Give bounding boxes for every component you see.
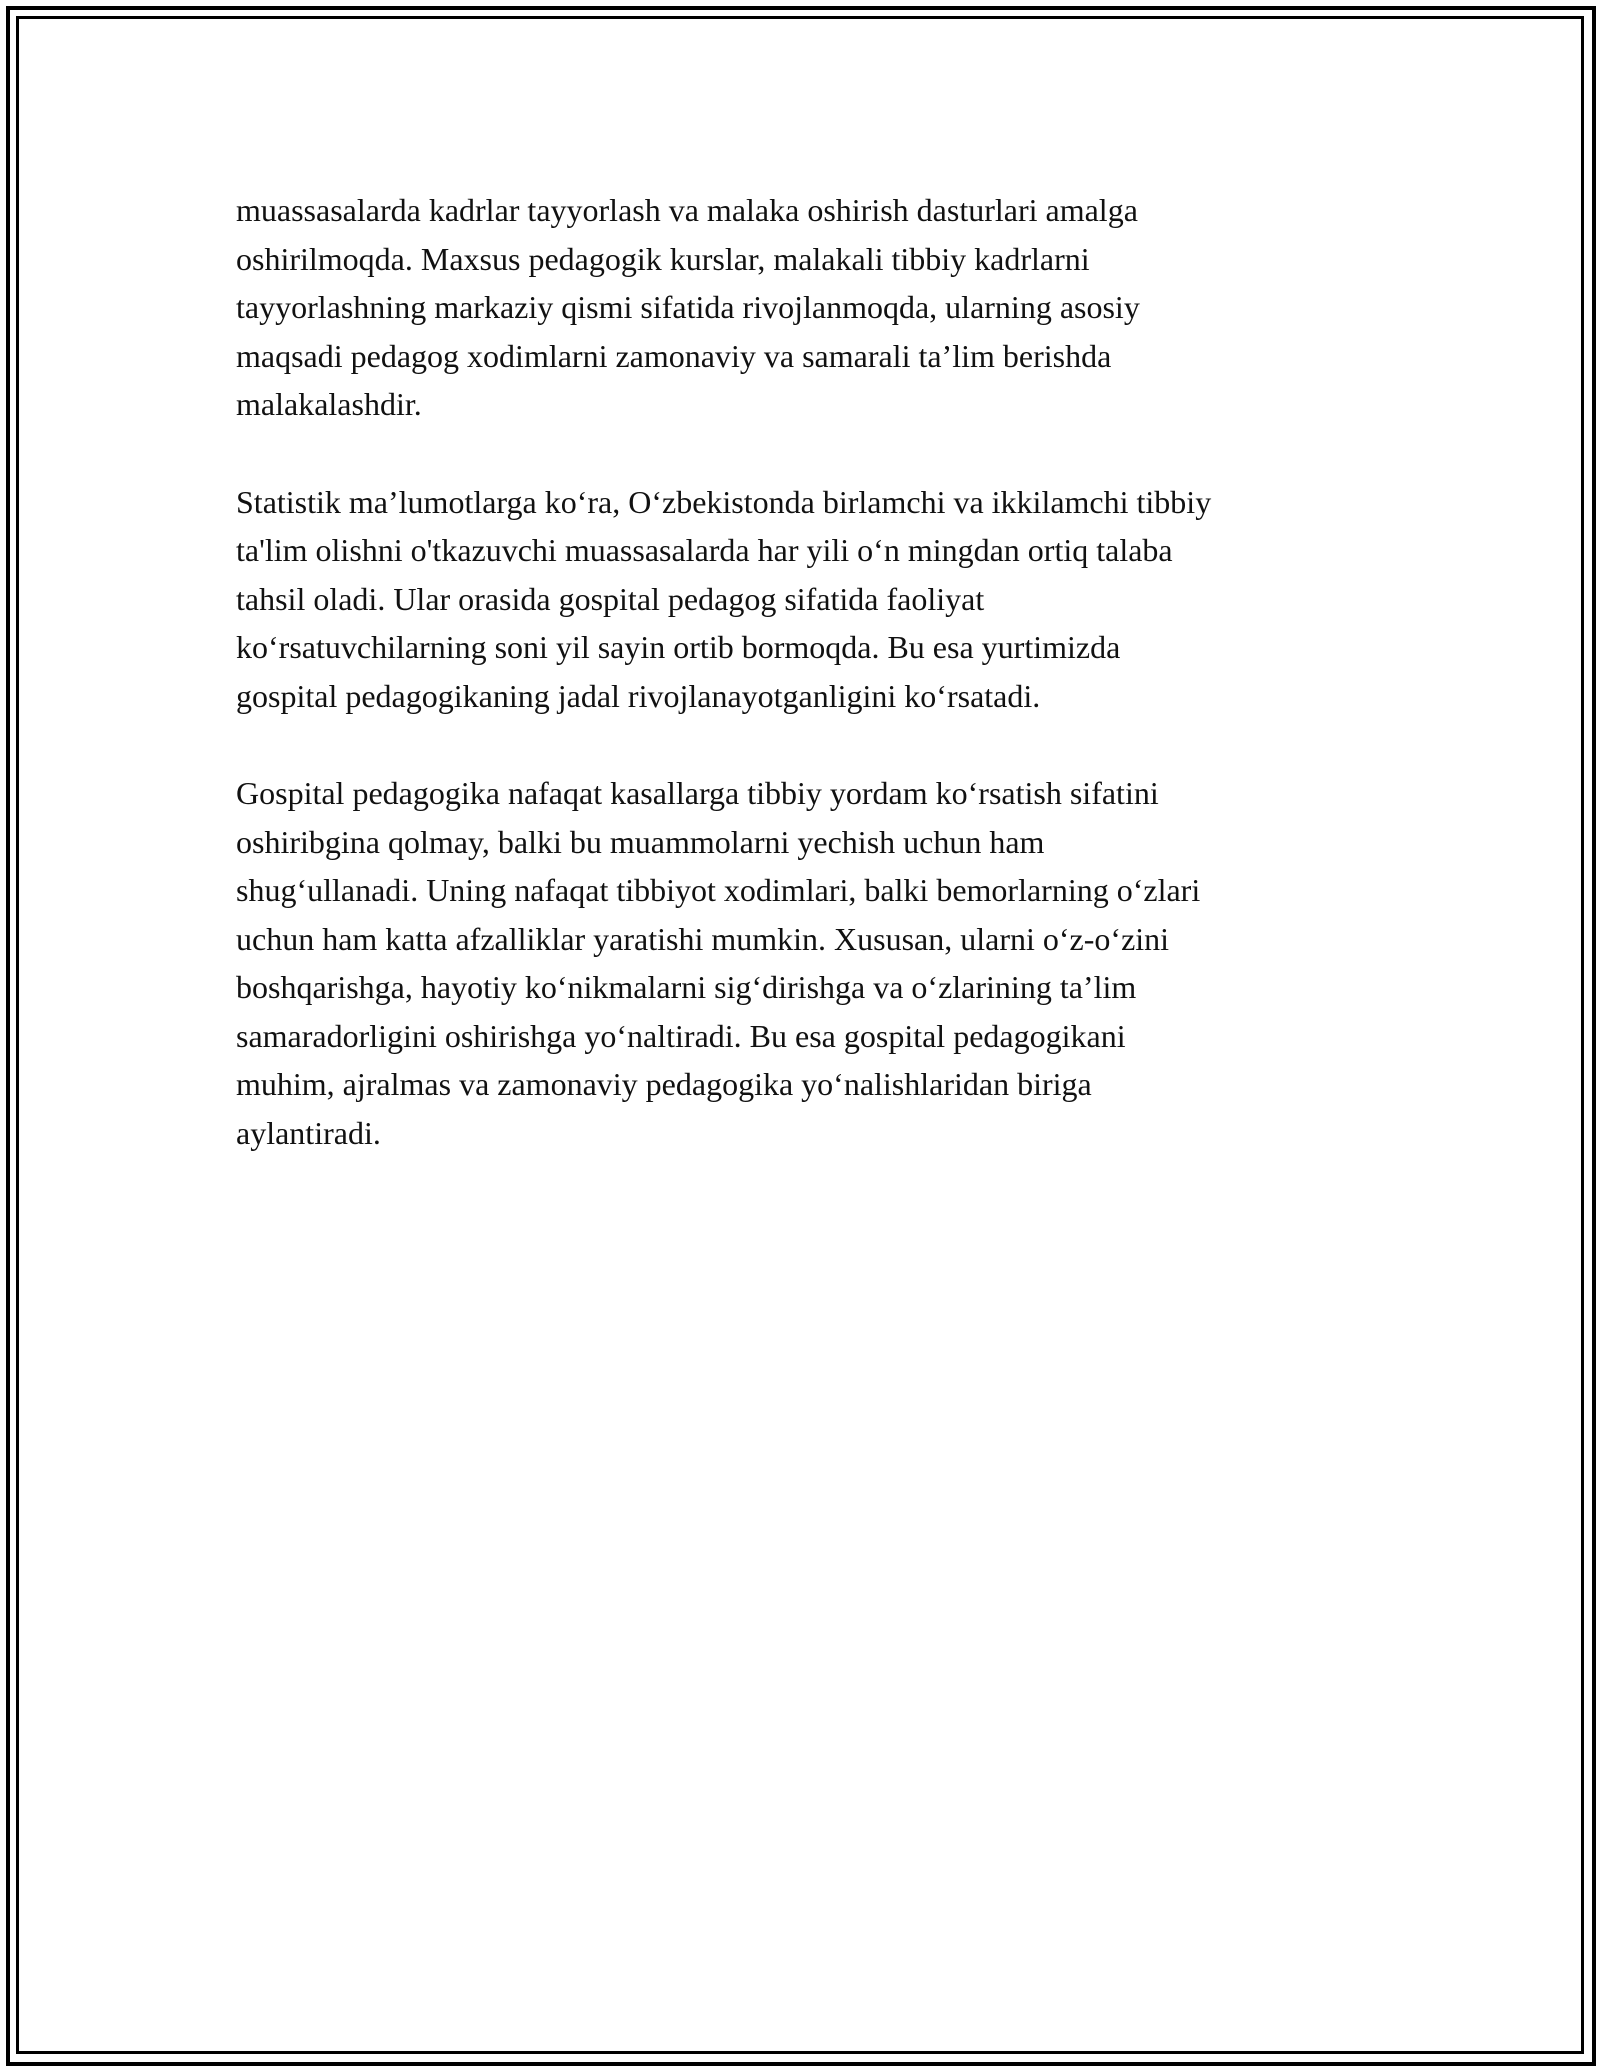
text-line: oshiribgina qolmay, balki bu muammolarni yechish uchun ham bbox=[236, 823, 1045, 860]
paragraph-2 bbox=[236, 478, 1376, 721]
text-line: tayyorlashning markaziy qismi sifatida rivojlanmoqda, ularning asosiy bbox=[236, 289, 1140, 325]
text-line: Statistik ma’lumotlarga ko‘ra, O‘zbekistonda birlamchi va ikkilamchi tibbiy bbox=[236, 483, 1212, 520]
paragraph-1 bbox=[236, 186, 1376, 429]
text-line: uchun ham katta afzalliklar yaratishi mumkin. Xususan, ularni o‘z-o‘zini bbox=[236, 920, 1170, 957]
text-line: malakalashdir. bbox=[236, 386, 422, 422]
text-line: shug‘ullanadi. Uning nafaqat tibbiyot xodimlari, balki bemorlarning o‘zlari bbox=[236, 872, 1201, 908]
text-line: ko‘rsatuvchilarning soni yil sayin ortib bormoqda. Bu esa yurtimizda bbox=[236, 629, 1121, 665]
text-line: Gospital pedagogika nafaqat kasallarga tibbiy yordam ko‘rsatish sifatini bbox=[236, 775, 1159, 811]
text-line: aylantiradi. bbox=[236, 1114, 381, 1151]
text-line: oshirilmoqda. Maxsus pedagogik kurslar, malakali tibbiy kadrlarni bbox=[236, 240, 1090, 277]
text-line: tahsil oladi. Ular orasida gospital pedagog sifatida faoliyat bbox=[236, 580, 985, 617]
text-line: maqsadi pedagog xodimlarni zamonaviy va samarali ta’lim berishda bbox=[236, 337, 1112, 374]
text-line: boshqarishga, hayotiy ko‘nikmalarni sig‘dirishga va o‘zlarining ta’lim bbox=[236, 969, 1137, 1005]
text-line: gospital pedagogikaning jadal rivojlanayotganligini ko‘rsatadi. bbox=[236, 677, 1041, 714]
text-line: muhim, ajralmas va zamonaviy pedagogika yo‘nalishlaridan biriga bbox=[236, 1066, 1092, 1102]
paragraph-3 bbox=[236, 769, 1376, 1157]
document-body bbox=[236, 186, 1376, 1206]
text-line: muassasalarda kadrlar tayyorlash va malaka oshirish dasturlari amalga bbox=[236, 192, 1138, 228]
text-line: ta'lim olishni o'tkazuvchi muassasalarda har yili o‘n mingdan ortiq talaba bbox=[236, 532, 1173, 568]
text-line: samaradorligini oshirishga yo‘naltiradi. Bu esa gospital pedagogikani bbox=[236, 1017, 1126, 1054]
